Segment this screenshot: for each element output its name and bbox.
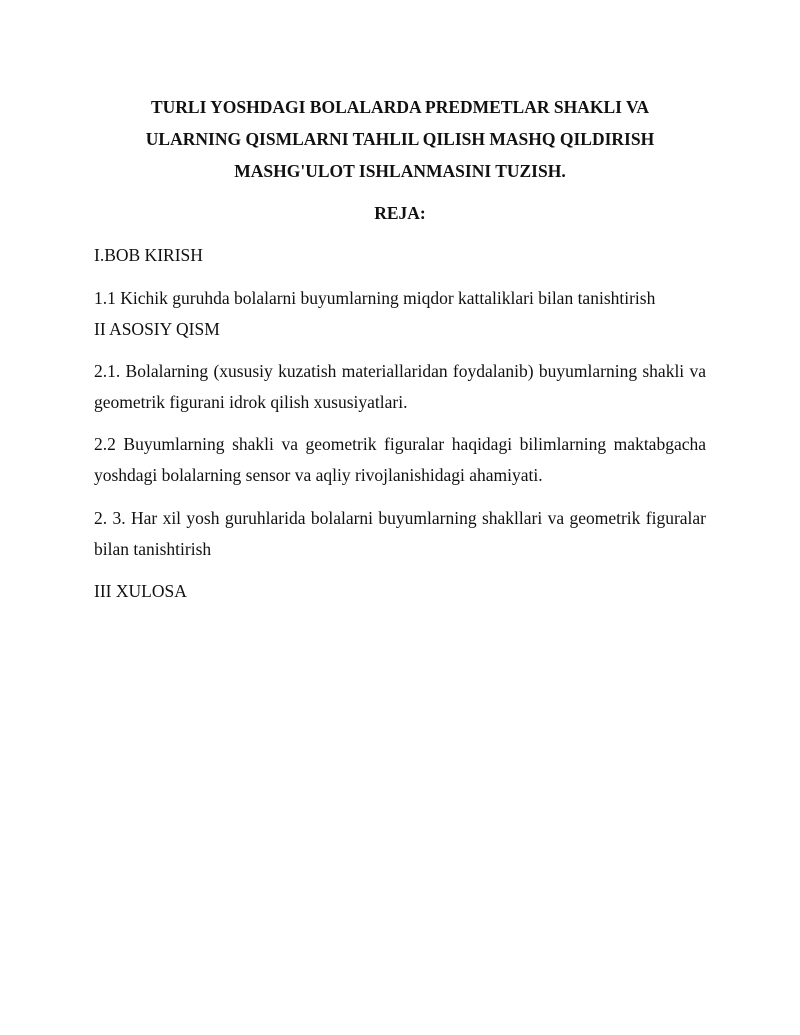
plan-heading: REJA:: [374, 203, 426, 223]
chapter-2-heading: II ASOSIY QISM: [94, 319, 220, 339]
chapter-3-heading: III XULOSA: [94, 581, 187, 601]
item-2-2: 2.2 Buyumlarning shakli va geometrik figuralar haqidagi bilimlarning maktabgacha yoshdagi bolalarning sensor va aqliy rivojlanishidagi ahamiyati.: [94, 434, 706, 485]
document-title: [110, 91, 690, 187]
item-2-1: 2.1. Bolalarning (xususiy kuzatish materiallaridan foydalanib) buyumlarning shakli va geometrik figurani idrok qilish xususiyatlari.: [94, 361, 706, 412]
item-2-3: 2. 3. Har xil yosh guruhlarida bolalarni buyumlarning shakllari va geometrik figuralar bilan tanishtirish: [94, 508, 706, 559]
title-line-2: ULARNING QISMLARNI TAHLIL QILISH MASHQ QILDIRISH: [145, 129, 655, 149]
chapter-1-heading: I.BOB KIRISH: [94, 245, 203, 265]
title-line-3: MASHG'ULOT ISHLANMASINI TUZISH.: [234, 161, 566, 181]
title-line-1: TURLI YOSHDAGI BOLALARDA PREDMETLAR SHAKLI VA: [150, 97, 650, 117]
item-1-1: 1.1 Kichik guruhda bolalarni buyumlarning miqdor kattaliklari bilan tanishtirish: [94, 288, 656, 308]
